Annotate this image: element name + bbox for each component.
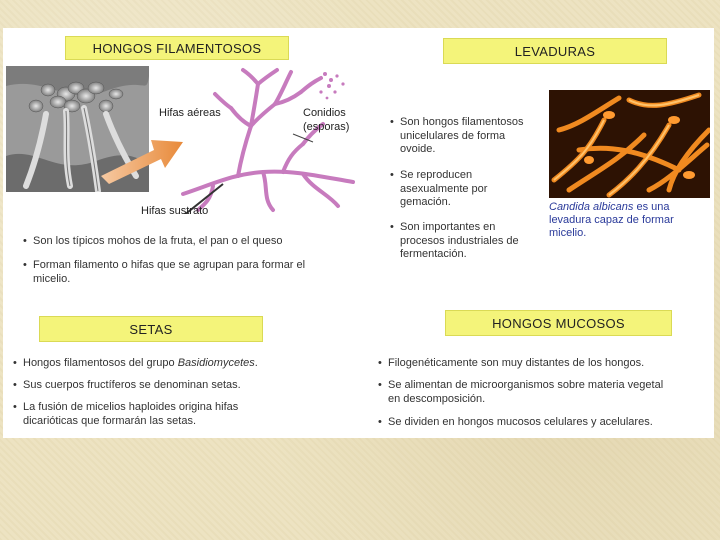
bullet-icon: •	[390, 221, 394, 233]
bullet-text: Forman filamento o hifas que se agrupan para formar el	[33, 259, 306, 271]
bullet-text-italic: Basidiomycetes	[177, 357, 255, 369]
bullet-levaduras-1	[390, 116, 524, 157]
bullet-text: procesos industriales de	[400, 234, 519, 247]
bullet-text-cont: micelio.	[33, 272, 71, 285]
bullet-mucosos-1	[378, 357, 645, 371]
bullet-text: Sus cuerpos fructíferos se denominan setas.	[23, 379, 241, 391]
title-hongos-mucosos	[445, 310, 672, 336]
title-text: HONGOS FILAMENTOSOS	[92, 40, 262, 56]
bullet-icon: •	[23, 235, 27, 247]
bullet-text: Son importantes en	[400, 221, 496, 233]
hyphae-diagram	[153, 64, 363, 214]
bullet-filamentosos-2	[23, 259, 306, 286]
title-text: LEVADURAS	[514, 43, 596, 59]
bullet-text: gemación.	[400, 196, 451, 208]
title-hongos-filamentosos	[65, 36, 289, 60]
label-hifas-sustrato: Hifas sustrato	[141, 205, 209, 217]
bullet-text: Son los típicos mohos de la fruta, el pan o el queso	[33, 235, 283, 247]
bullet-mucosos-2	[378, 379, 664, 406]
bullet-text: Se dividen en hongos mucosos celulares y acelulares.	[388, 416, 653, 428]
slide-panel	[3, 28, 714, 438]
caption-text: es una	[633, 201, 670, 213]
bullet-icon: •	[378, 357, 382, 369]
caption-text: levadura capaz de formar	[549, 214, 674, 226]
caption-species: Candida albicans	[549, 201, 634, 213]
bullet-text: Se alimentan de microorganismos sobre materia vegetal	[388, 379, 664, 391]
bullet-text: Se reproducen	[400, 169, 473, 181]
candida-micrograph-image	[549, 90, 710, 198]
bullet-levaduras-2	[390, 169, 488, 210]
bullet-icon: •	[378, 379, 382, 391]
bullet-icon: •	[23, 259, 27, 271]
bullet-text: ovoide.	[400, 143, 436, 155]
bullet-text-cont: dicarióticas que formarán las setas.	[23, 414, 197, 427]
bullet-text: unicelulares de forma	[400, 129, 506, 142]
label-esporas: (esporas)	[303, 121, 350, 133]
candida-caption	[549, 201, 674, 240]
title-text: HONGOS MUCOSOS	[492, 315, 625, 331]
bullet-setas-3	[13, 401, 239, 428]
bullet-text: Hongos filamentosos del grupo	[23, 357, 178, 369]
caption-text: micelio.	[549, 227, 587, 239]
bullet-text-cont: en descomposición.	[388, 392, 486, 405]
bullet-text: asexualmente por	[400, 182, 488, 195]
bullet-levaduras-3	[390, 221, 519, 262]
label-conidios: Conidios	[303, 107, 346, 119]
bullet-text-end: .	[254, 357, 258, 369]
title-levaduras	[443, 38, 667, 64]
bullet-text: Filogenéticamente son muy distantes de los hongos.	[388, 357, 645, 369]
title-setas	[39, 316, 263, 342]
bullet-mucosos-3	[378, 416, 653, 430]
bullet-icon: •	[390, 116, 394, 128]
bullet-text: La fusión de micelios haploides origina hifas	[23, 401, 239, 413]
bullet-icon: •	[13, 357, 17, 369]
bullet-icon: •	[378, 416, 382, 428]
bullet-filamentosos-1	[23, 235, 283, 249]
bullet-setas-1	[13, 357, 258, 371]
bullet-icon: •	[13, 401, 17, 413]
bullet-icon: •	[13, 379, 17, 391]
label-hifas-aereas: Hifas aéreas	[159, 107, 221, 119]
title-text: SETAS	[129, 321, 173, 337]
bullet-text: Son hongos filamentosos	[400, 116, 524, 128]
bullet-icon: •	[390, 169, 394, 181]
bullet-text: fermentación.	[400, 248, 467, 260]
bullet-setas-2	[13, 379, 241, 393]
